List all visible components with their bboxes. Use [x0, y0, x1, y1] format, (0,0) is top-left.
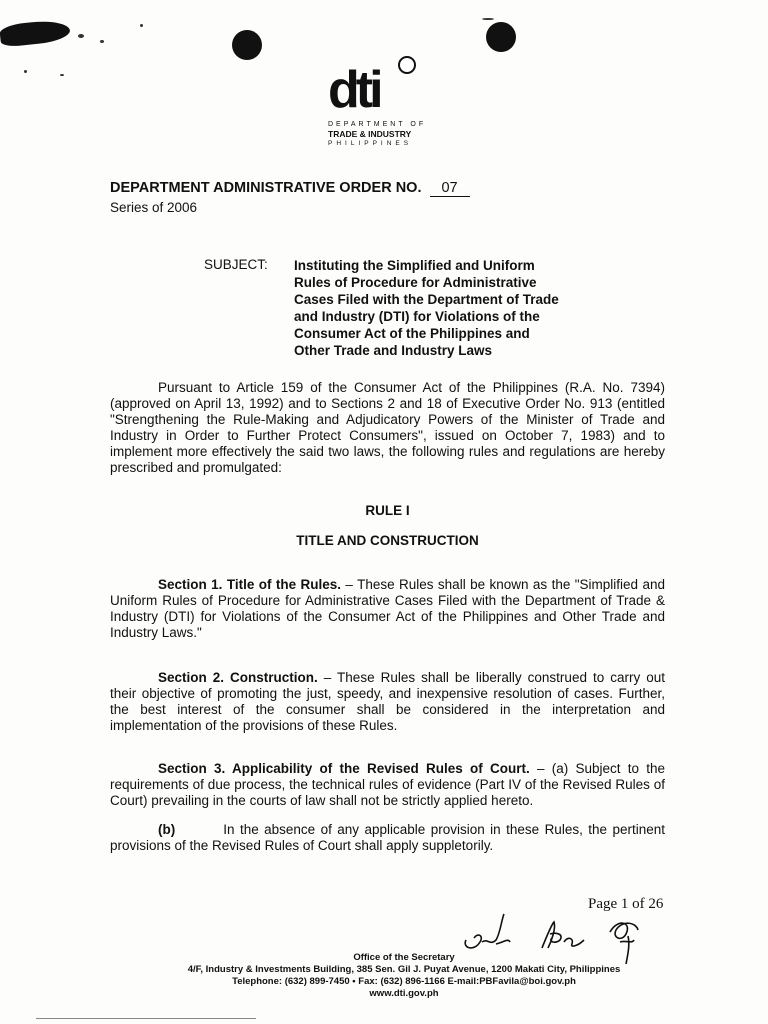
- order-title-text: DEPARTMENT ADMINISTRATIVE ORDER NO.: [110, 180, 422, 196]
- logo-line-country: PHILIPPINES: [328, 140, 413, 147]
- subject-line: and Industry (DTI) for Violations of the: [294, 309, 540, 324]
- scan-smudge: [0, 18, 71, 47]
- section-3-body: – (a) Subject to the requirements of due process, the technical rules of evidence (Part IV of the Revised Rules of Court) prevailing in the courts of law shall not be strictly applied hereto.: [110, 761, 665, 808]
- scan-speck: [140, 24, 143, 27]
- page-number: Page 1 of 26: [588, 896, 664, 912]
- section-2-body: – These Rules shall be liberally construed to carry out their objective of promoting the just, speedy, and inexpensive resolution of cases. Further, the best interest of the consumer shall be considered in the interpretation and implementation of the provisions of these Rules.: [110, 670, 665, 733]
- scan-speck: [482, 18, 494, 20]
- subsection-marker: (b): [158, 822, 176, 837]
- footer-website: www.dti.gov.ph: [369, 988, 439, 999]
- logo-line-department: DEPARTMENT OF: [328, 121, 427, 128]
- footer-contact: Telephone: (632) 899-7450 • Fax: (632) 896-1166 E-mail:PBFavila@boi.gov.ph: [232, 976, 576, 987]
- section-2: [110, 670, 665, 734]
- subject-line: Cases Filed with the Department of Trade: [294, 292, 559, 307]
- order-series: Series of 2006: [110, 200, 198, 215]
- scan-speck: [60, 74, 64, 76]
- subject-line: Rules of Procedure for Administrative: [294, 275, 537, 290]
- section-3-heading: Section 3. Applicability of the Revised Rules of Court.: [158, 761, 530, 776]
- section-2-heading: Section 2. Construction.: [158, 670, 318, 685]
- subject-line: Instituting the Simplified and Uniform: [294, 258, 535, 273]
- subsection-body: In the absence of any applicable provision in these Rules, the pertinent provisions of the Revised Rules of Court shall apply suppletorily.: [110, 822, 665, 853]
- footer-office: Office of the Secretary: [353, 952, 455, 963]
- punch-hole-right: [486, 22, 516, 52]
- subject-line: Consumer Act of the Philippines and: [294, 326, 530, 341]
- preamble-paragraph: Pursuant to Article 159 of the Consumer Act of the Philippines (R.A. No. 7394) (approved on April 13, 1992) and to Sections 2 and 18 of Executive Order No. 913 (entitled "Strengthening the Rule-Making and Adjudicatory Powers of the Minister of Trade and Industry in Order to Further Protect Consumers", issued on October 7, 1983) and to implement more effectively the said two laws, the following rules and regulations are hereby prescribed and promulgated:: [110, 380, 665, 475]
- section-3-subsection-b: [110, 822, 665, 854]
- scan-speck: [100, 40, 104, 43]
- dti-logo-mark: [328, 56, 408, 118]
- order-number: 07: [430, 180, 470, 197]
- dti-wordmark: dti: [328, 61, 380, 119]
- rule-title: TITLE AND CONSTRUCTION: [296, 533, 479, 548]
- section-1: [110, 577, 665, 641]
- punch-hole-left: [232, 30, 262, 60]
- section-1-heading: Section 1. Title of the Rules.: [158, 577, 342, 592]
- subject-text: [294, 257, 594, 359]
- rule-number: RULE I: [365, 503, 410, 518]
- logo-line-trade: TRADE & INDUSTRY: [328, 129, 412, 139]
- sampaguita-icon: [398, 56, 416, 74]
- scan-speck: [36, 1018, 256, 1019]
- footer-address: 4/F, Industry & Investments Building, 385 Sen. Gil J. Puyat Avenue, 1200 Makati City, Philippines: [187, 964, 621, 975]
- scan-speck: [24, 70, 27, 73]
- scan-speck: [78, 34, 84, 38]
- order-title: [110, 180, 470, 197]
- section-3: [110, 761, 665, 809]
- section-1-body: – These Rules shall be known as the "Simplified and Uniform Rules of Procedure for Administrative Cases Filed with the Department of Trade & Industry (DTI) for Violations of the Consumer Act of the Philippines and Other Trade and Industry Laws.": [110, 577, 665, 640]
- dti-logo: [328, 56, 428, 148]
- subject-line: Other Trade and Industry Laws: [294, 343, 493, 358]
- subject-label: SUBJECT:: [204, 257, 268, 272]
